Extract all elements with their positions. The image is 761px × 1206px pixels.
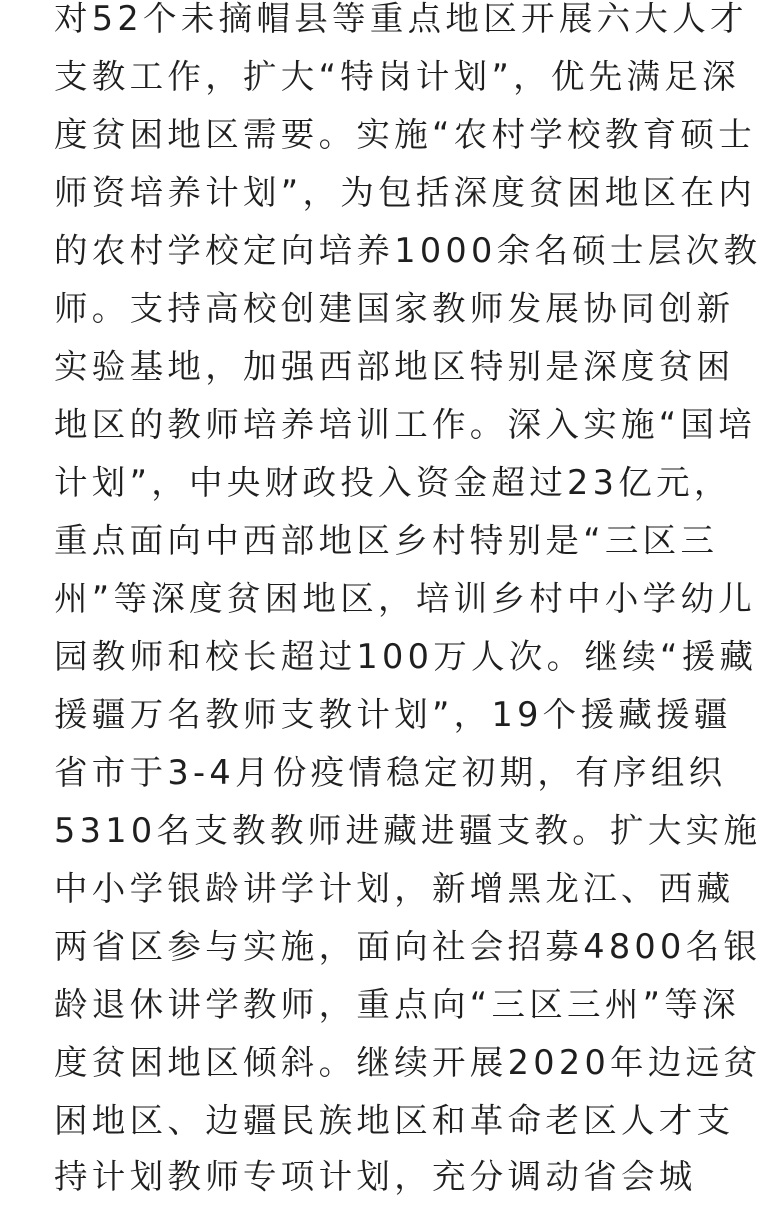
paragraph-line: 州”等深度贫困地区，培训乡村中小学幼儿	[54, 579, 757, 618]
paragraph-line: 重点面向中西部地区乡村特别是“三区三	[54, 521, 719, 560]
paragraph-line: 援疆万名教师支教计划”，19个援藏援疆	[54, 695, 732, 734]
paragraph-line: 5310名支教教师进藏进疆支教。扩大实施	[54, 811, 761, 850]
paragraph-line: 的农村学校定向培养1000余名硕士层次教	[54, 231, 761, 270]
paragraph-line: 园教师和校长超过100万人次。继续“援藏	[54, 637, 758, 676]
paragraph-line: 两省区参与实施，面向社会招募4800名银	[54, 927, 761, 966]
paragraph-line: 地区的教师培养培训工作。深入实施“国培	[54, 405, 757, 444]
paragraph-line: 支教工作，扩大“特岗计划”，优先满足深	[54, 57, 740, 96]
paragraph-line: 中小学银龄讲学计划，新增黑龙江、西藏	[54, 869, 735, 908]
paragraph-line: 龄退休讲学教师，重点向“三区三州”等深	[54, 985, 740, 1024]
paragraph-line: 师资培养计划”，为包括深度贫困地区在内	[54, 173, 757, 212]
paragraph-line: 省市于3-4月份疫情稳定初期，有序组织	[54, 753, 727, 792]
paragraph-line: 对52个未摘帽县等重点地区开展六大人才	[54, 0, 748, 38]
paragraph-line: 计划”，中央财政投入资金超过23亿元，	[54, 463, 732, 502]
paragraph-line: 度贫困地区倾斜。继续开展2020年边远贫	[54, 1043, 761, 1082]
paragraph-line: 师。支持高校创建国家教师发展协同创新	[54, 289, 735, 328]
paragraph-line: 困地区、边疆民族地区和革命老区人才支	[54, 1101, 735, 1140]
paragraph-line: 实验基地，加强西部地区特别是深度贫困	[54, 347, 735, 386]
paragraph-line: 持计划教师专项计划，充分调动省会城	[54, 1157, 697, 1196]
paragraph-line: 度贫困地区需要。实施“农村学校教育硕士	[54, 115, 757, 154]
